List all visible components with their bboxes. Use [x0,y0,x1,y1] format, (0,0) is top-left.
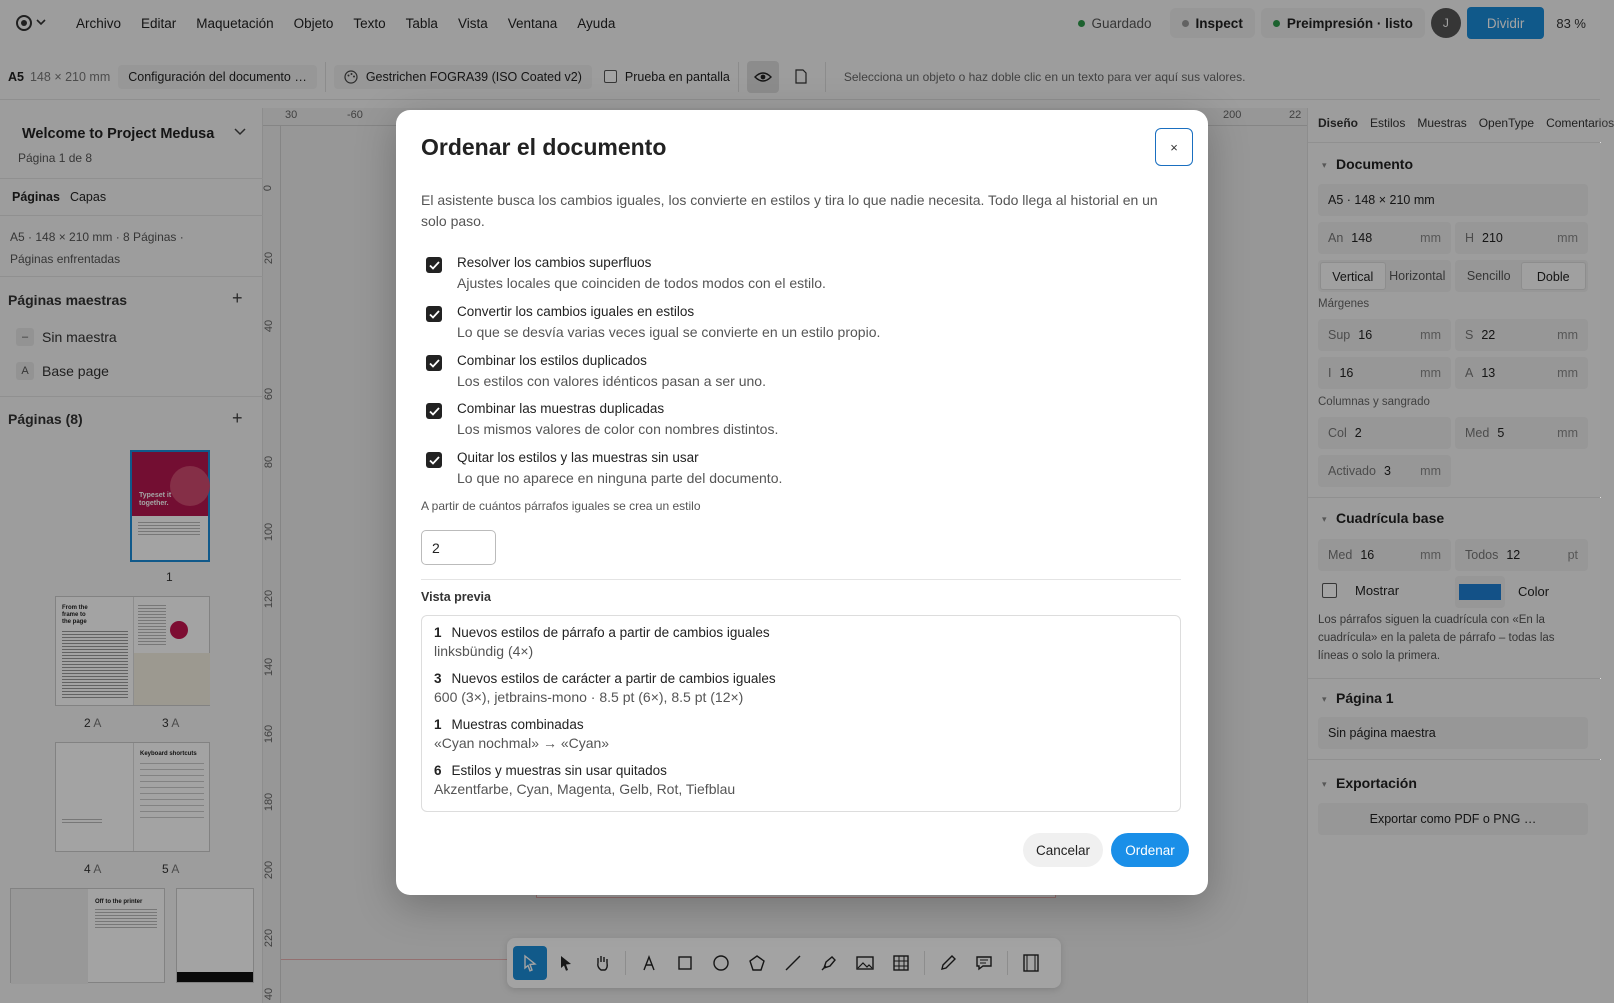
frame-icon [1023,954,1039,972]
document-info-line1: A5 · 148 × 210 mm · 8 Páginas · [10,230,184,244]
width-label: An [1328,231,1344,245]
option-title: Combinar los estilos duplicados [457,353,647,368]
preview-count: 1 [434,625,442,640]
hand-icon [593,954,611,972]
margin-right-unit: mm [1557,328,1578,342]
cover-text: Typeset it together. [139,492,172,507]
softproof-label: Prueba en pantalla [624,69,730,84]
preflight-label: Preimpresión · listo [1286,15,1413,31]
preview-count: 6 [434,763,442,778]
printer-heading: Off to the printer [95,899,143,905]
baseline-med-value: 16 [1360,548,1375,562]
page-master-letter: A [93,716,102,730]
preview-item-title: Muestras combinadas [451,717,584,732]
page-format: A5 [8,69,24,84]
ruler-tick: 0 [262,184,275,192]
close-button[interactable] [1155,128,1193,166]
checkmark-icon [429,261,440,270]
page-master-letter: A [171,716,180,730]
collapse-caret-icon[interactable]: ▾ [1322,694,1327,704]
option-desc: Lo que se desvía varias veces igual se convierte en un estilo propio. [457,324,881,340]
page-master-letter: A [93,862,102,876]
ruler-tick: 22 [1289,109,1302,121]
bleed-value: 3 [1383,464,1391,478]
document-title: Welcome to Project Medusa [22,126,215,142]
columns-value: 2 [1354,426,1362,440]
option-checkbox[interactable] [426,257,442,273]
line-tool[interactable] [776,946,810,980]
option-title: Quitar los estilos y las muestras sin usar [457,450,699,465]
comment-tool[interactable] [967,946,1001,980]
confirm-tidy-button[interactable]: Ordenar [1111,833,1189,867]
collapse-caret-icon[interactable]: ▾ [1322,160,1327,170]
zoom-level[interactable]: 83 % [1556,15,1586,31]
masters-title: Páginas maestras [8,292,128,308]
bleed-label: Activado [1328,464,1376,478]
export-button-label: Exportar como PDF o PNG … [1369,812,1537,826]
margin-top-value: 16 [1358,328,1373,342]
table-tool[interactable] [884,946,918,980]
preview-count: 1 [434,717,442,732]
tab-comments[interactable]: Comentarios [1546,116,1614,130]
tidy-document-dialog [396,110,1208,895]
ellipse-tool[interactable] [704,946,738,980]
text-tool[interactable] [632,946,666,980]
preview-count: 3 [434,671,442,686]
close-icon: × [1170,139,1178,155]
tab-layers[interactable]: Capas [69,190,107,204]
tools-divider [625,951,626,975]
ruler-tick: 180 [263,792,276,812]
baseline-every-unit: pt [1567,548,1578,562]
tab-design[interactable]: Diseño [1318,116,1359,130]
image-tool[interactable] [848,946,882,980]
menu-maquetacion[interactable]: Maquetación [196,15,274,31]
checkmark-icon [429,407,440,416]
option-checkbox[interactable] [426,306,442,322]
preview-item-title: Estilos y muestras sin usar quitados [451,763,667,778]
preview-title: Vista previa [421,590,491,604]
menu-ventana[interactable]: Ventana [507,15,558,31]
avatar[interactable]: J [1431,8,1461,38]
height-unit: mm [1557,231,1578,245]
master-label: Base page [42,363,109,379]
collapse-caret-icon[interactable]: ▾ [1322,514,1327,524]
menu-tabla[interactable]: Tabla [405,15,438,31]
tab-pages[interactable]: Páginas [12,190,60,204]
menu-texto[interactable]: Texto [353,15,386,31]
margins-label: Márgenes [1318,298,1370,310]
direct-select-tool[interactable] [549,946,583,980]
menu-archivo[interactable]: Archivo [76,15,122,31]
master-badge: – [16,328,34,346]
threshold-label: A partir de cuántos párrafos iguales se crea un estilo [421,499,701,513]
text-a-icon [642,955,656,971]
menu-editar[interactable]: Editar [141,15,177,31]
menu-vista[interactable]: Vista [457,15,488,31]
ruler-tick: 160 [263,724,276,744]
tab-swatches[interactable]: Muestras [1417,116,1467,130]
preview-item-detail: linksbündig (4×) [434,643,534,659]
ruler-tick: 20 [263,251,276,265]
tab-opentype[interactable]: OpenType [1478,116,1535,130]
cancel-button[interactable]: Cancelar [1023,833,1103,867]
orientation-vertical[interactable]: Vertical [1320,262,1386,290]
margin-left-unit: mm [1557,366,1578,380]
section-document-title: Documento [1336,156,1413,172]
margin-bottom-unit: mm [1420,366,1441,380]
preview-item-detail: 600 (3×), jetbrains-mono · 8.5 pt (6×), 8.5 pt (12×) [434,689,744,705]
preview-item [434,625,1154,659]
preview-item-detail: «Cyan nochmal» → «Cyan» [434,735,610,751]
ruler-tick: 60 [263,387,276,401]
shortcuts-heading: Keyboard shortcuts [140,751,197,757]
add-master-button[interactable]: + [232,288,243,308]
preview-item [434,671,1154,705]
checkmark-icon [429,359,440,368]
pencil-tool[interactable] [931,946,965,980]
columns-label: Columnas y sangrado [1318,396,1430,408]
frame-tool[interactable] [1014,946,1048,980]
option-checkbox[interactable] [426,452,442,468]
rectangle-icon [677,955,693,971]
section-baseline-title: Cuadrícula base [1336,510,1445,526]
image-icon [856,955,874,971]
document-format-value: A5 · 148 × 210 mm [1328,193,1435,207]
bleed-unit: mm [1420,464,1441,478]
section-page-title: Página 1 [1336,690,1394,706]
width-value: 148 [1351,231,1373,245]
option-desc: Los mismos valores de color con nombres distintos. [457,421,779,437]
option-desc: Lo que no aparece en ninguna parte del documento. [457,470,783,486]
pages-title: Páginas (8) [8,411,83,427]
table-icon [893,955,909,971]
gutter-label: Med [1465,426,1490,440]
height-value: 210 [1482,231,1503,245]
ruler-tick: 30 [285,109,298,121]
margin-right-value: 22 [1481,328,1496,342]
margin-right-label: S [1465,328,1474,342]
preview-item [434,763,1154,797]
page-size: 148 × 210 mm [29,69,111,84]
option-checkbox[interactable] [426,403,442,419]
color-profile-label: Gestrichen FOGRA39 (ISO Coated v2) [365,69,582,84]
saved-label: Guardado [1091,15,1152,31]
collapse-caret-icon[interactable]: ▾ [1322,779,1327,789]
pen-nib-icon [820,954,838,972]
preview-box [421,615,1181,812]
margin-top-label: Sup [1328,328,1351,342]
tab-styles[interactable]: Estilos [1370,116,1406,130]
menu-ayuda[interactable]: Ayuda [577,15,616,31]
margin-top-unit: mm [1420,328,1441,342]
ruler-tick: 200 [263,860,276,880]
add-page-button[interactable]: + [232,408,243,428]
option-desc: Los estilos con valores idénticos pasan a ser uno. [457,373,766,389]
tools-palette [507,938,1061,988]
ruler-tick: 100 [263,522,276,542]
polygon-icon [748,954,766,972]
ruler-tick: 140 [263,657,276,677]
page-master-value: Sin página maestra [1328,726,1436,740]
master-badge: A [16,362,34,380]
ellipse-icon [712,954,730,972]
baseline-every-value: 12 [1506,548,1521,562]
pages-mode-double[interactable]: Doble [1521,262,1587,290]
option-title: Combinar las muestras duplicadas [457,401,665,416]
baseline-med-label: Med [1328,548,1353,562]
margin-left-value: 13 [1481,366,1496,380]
ruler-tick: 200 [1223,109,1242,121]
gutter-value: 5 [1497,426,1505,440]
baseline-med-unit: mm [1420,548,1441,562]
master-label: Sin maestra [42,329,117,345]
page-number: 5 [162,862,169,876]
page-number: 2 [84,716,91,730]
ruler-tick: -60 [347,109,363,121]
ruler-tick: 40 [263,319,276,333]
option-checkbox[interactable] [426,355,442,371]
doc-settings-button[interactable]: Configuración del documento … [118,65,317,89]
ruler-tick: 40 [263,987,276,1001]
show-baseline-label: Mostrar [1355,583,1400,598]
tools-divider [924,951,925,975]
toolbar-hint: Selecciona un objeto o haz doble clic en un texto para ver aquí sus valores. [843,69,1246,84]
dialog-divider [421,579,1181,580]
checkmark-icon [429,456,440,465]
section-export-title: Exportación [1336,775,1417,791]
hand-tool[interactable] [585,946,619,980]
margin-left-label: A [1465,366,1474,380]
dialog-description: El asistente busca los cambios iguales, los convierte en estilos y tira lo que nadie necesita. Todo llega al historial en un solo paso. [421,192,1158,229]
threshold-input[interactable]: 2 [421,530,496,565]
share-button[interactable]: Dividir [1467,7,1545,39]
gutter-unit: mm [1557,426,1578,440]
ruler-tick: 120 [263,589,276,609]
preview-item-title: Nuevos estilos de carácter a partir de cambios iguales [451,671,776,686]
ruler-tick: 220 [263,928,276,948]
page-number: 4 [84,862,91,876]
preview-item [434,717,1154,751]
orientation-horizontal[interactable]: Horizontal [1389,269,1446,283]
page-of-label: Página 1 de 8 [18,151,93,165]
margin-bottom-label: I [1328,366,1332,380]
page-label-1: 1 [166,570,173,584]
option-desc: Ajustes locales que coinciden de todos modos con el estilo. [457,275,826,291]
comment-icon [975,954,993,972]
dialog-title: Ordenar el documento [421,134,667,160]
line-icon [784,954,802,972]
pages-mode-single[interactable]: Sencillo [1466,269,1511,283]
rectangle-tool[interactable] [668,946,702,980]
pen-tool[interactable] [812,946,846,980]
columns-field-label: Col [1328,426,1347,440]
document-info-line2: Páginas enfrentadas [10,252,121,266]
page-number: 3 [162,716,169,730]
select-tool[interactable] [513,946,547,980]
polygon-tool[interactable] [740,946,774,980]
ruler-tick: 80 [263,455,276,469]
inspect-label: Inspect [1195,15,1243,31]
preview-item-title: Nuevos estilos de párrafo a partir de cambios iguales [451,625,770,640]
option-title: Convertir los cambios iguales en estilos [457,304,695,319]
height-label: H [1465,231,1475,245]
tools-divider [1007,951,1008,975]
menu-objeto[interactable]: Objeto [293,15,334,31]
spread-heading: From the frame to the page [62,605,88,625]
checkmark-icon [429,310,440,319]
cursor-filled-icon [558,954,574,972]
preview-item-detail: Akzentfarbe, Cyan, Magenta, Gelb, Rot, Tiefblau [434,781,736,797]
color-label: Color [1518,584,1550,599]
page-master-letter: A [171,862,180,876]
baseline-note: Los párrafos siguen la cuadrícula con «En la cuadrícula» en la paleta de párrafo – todas las líneas o solo la primera. [1318,614,1555,662]
cursor-outline-icon [522,954,538,972]
pencil-icon [939,954,957,972]
baseline-every-label: Todos [1465,548,1499,562]
margin-bottom-value: 16 [1339,366,1354,380]
option-title: Resolver los cambios superfluos [457,255,652,270]
width-unit: mm [1420,231,1441,245]
